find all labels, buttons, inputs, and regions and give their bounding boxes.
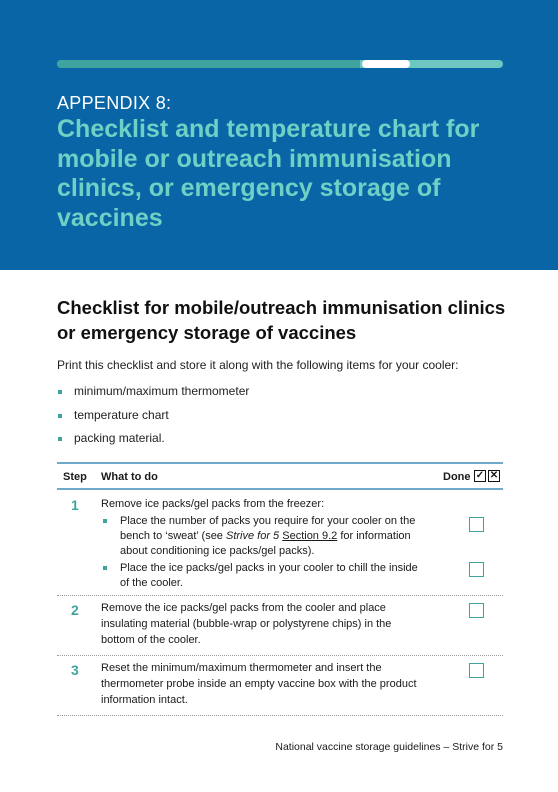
step-number: 2: [71, 602, 79, 618]
table-header: [57, 462, 503, 490]
bullet-square-icon: [58, 414, 62, 418]
header-band: [0, 0, 558, 270]
sub-step: Place the ice packs/gel packs in your cooler to chill the inside of the cooler.: [120, 561, 420, 591]
table-row: [57, 490, 503, 596]
done-checkbox[interactable]: [469, 562, 484, 577]
section-heading: Checklist for mobile/outreach immunisation clinics or emergency storage of vaccines: [57, 297, 506, 343]
step-text: Remove the ice packs/gel packs from the cooler and place insulating material (bubble-wrap or polystyrene chips) in the bottom of the cooler.: [101, 602, 392, 646]
done-checkbox[interactable]: [469, 663, 484, 678]
progress-fill: [57, 60, 360, 68]
tick-icon: ✓: [475, 470, 485, 481]
step-text: Reset the minimum/maximum thermometer and insert the thermometer probe inside an empty vaccine box with the product information intact.: [101, 662, 417, 706]
section-link[interactable]: Section 9.2: [282, 530, 338, 542]
table-row: [57, 656, 503, 716]
sub-step: Place the number of packs you require for your cooler on the bench to ‘sweat’ (see Strive for 5 Section 9.2 for information about conditioning ice packs/gel packs).: [120, 514, 420, 559]
bullet-square-icon: [58, 390, 62, 394]
progress-marker: [362, 60, 410, 68]
appendix-title: Checklist and temperature chart for mobile or outreach immunisation clinics, or emergency storage of vaccines: [57, 115, 480, 232]
header-step: Step: [63, 471, 87, 483]
cooler-items-list: [57, 384, 249, 455]
header-what-to-do: What to do: [101, 471, 158, 483]
done-checkbox[interactable]: [469, 603, 484, 618]
appendix-label: APPENDIX 8:: [57, 93, 172, 113]
section-progress-bar: [57, 60, 503, 68]
table-row: [57, 596, 503, 656]
bullet-square-icon: [103, 566, 107, 570]
step-number: 1: [71, 497, 79, 513]
done-checkbox[interactable]: [469, 517, 484, 532]
list-item: temperature chart: [57, 408, 249, 432]
list-item: minimum/maximum thermometer: [57, 384, 249, 408]
cross-icon: ✕: [489, 470, 499, 481]
page-footer: National vaccine storage guidelines – Strive for 5: [275, 741, 503, 753]
step-number: 3: [71, 662, 79, 678]
step-text: Remove ice packs/gel packs from the freezer:: [101, 498, 325, 510]
checklist-table: [57, 462, 503, 716]
bullet-square-icon: [103, 519, 107, 523]
list-item: packing material.: [57, 431, 249, 455]
bullet-square-icon: [58, 437, 62, 441]
intro-text: Print this checklist and store it along with the following items for your cooler:: [57, 358, 459, 372]
header-done: Done: [443, 471, 471, 483]
